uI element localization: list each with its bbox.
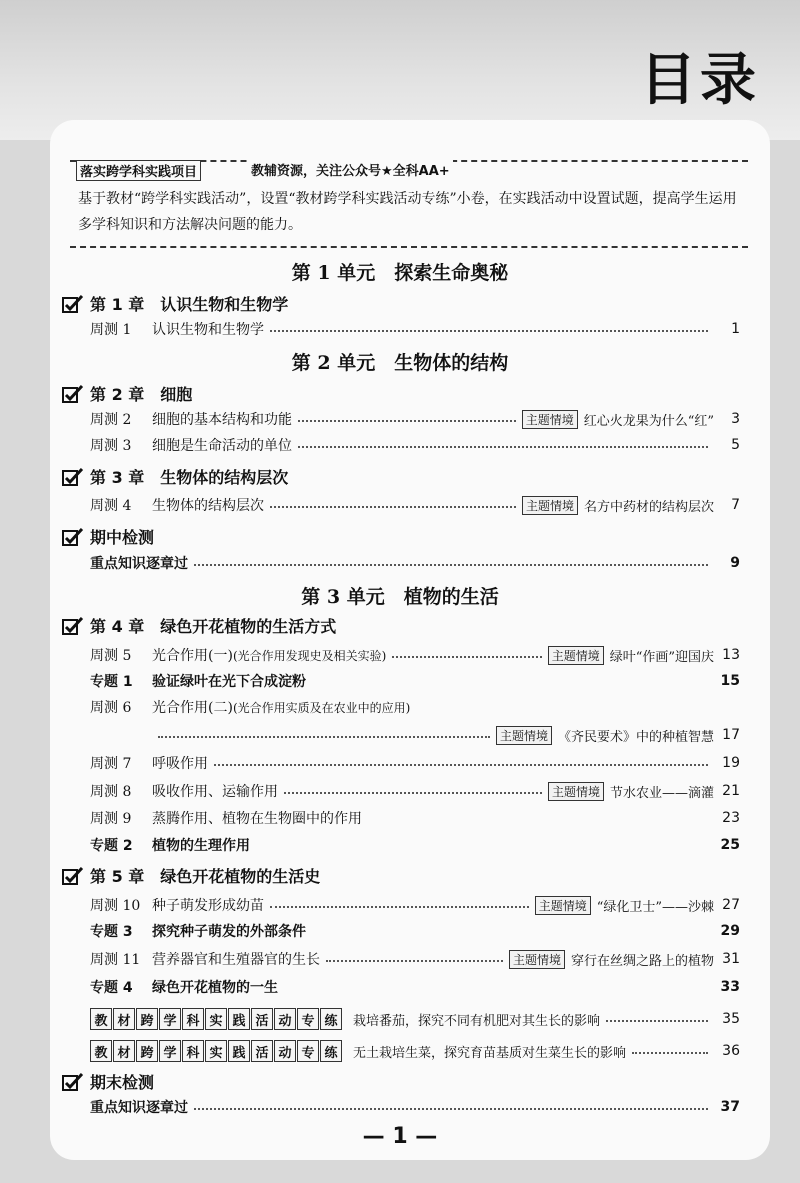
page-number: 1 [731,321,740,337]
toc-entry[interactable] [90,920,740,942]
entry-label: 周测 8 [90,784,132,800]
toc-entry[interactable] [90,780,740,802]
toc-entry[interactable] [90,1040,740,1062]
leader-dots [606,1020,708,1022]
toc-entry[interactable] [90,752,740,774]
leader-dots [368,819,708,821]
leader-dots [214,764,708,766]
entry-label: 周测 5 [90,648,132,664]
leader-dots [312,932,708,934]
page-number: 19 [722,755,740,771]
toc-entry[interactable] [90,834,740,856]
theme-tag: 主题情境 [522,410,578,429]
entry-topic: “绿化卫士”——沙棘 [596,899,714,915]
leader-dots [326,960,503,962]
page-number: 3 [731,411,740,427]
leader-dots [194,1108,708,1110]
entry-title: 种子萌发形成幼苗 [152,898,264,914]
toc-entry[interactable] [90,948,740,970]
toc-entry[interactable] [90,1008,740,1030]
theme-tag: 主题情境 [509,950,565,969]
chapter-label: 第 1 章 认识生物和生物学 [90,295,289,314]
entry-title: 绿色开花植物的一生 [152,980,278,996]
entry-title: 重点知识逐章过 [90,1100,188,1116]
toc-entry[interactable] [90,494,740,516]
toc-entry[interactable] [90,976,740,998]
entry-title: 蒸腾作用、植物在生物圈中的作用 [152,811,362,827]
entry-title: 无土栽培生菜，探究育苗基质对生菜生长的影响 [353,1045,627,1061]
chapter-label: 第 3 章 生物体的结构层次 [90,468,289,487]
leader-dots [270,906,529,908]
entry-label: 周测 2 [90,412,132,428]
page-number: 23 [722,810,740,826]
entry-label: 周测 4 [90,498,132,514]
entry-label: 周测 7 [90,756,132,772]
entry-label: 专题 2 [90,838,133,854]
leader-dots [298,446,708,448]
page-number: 31 [722,951,740,967]
leader-dots [284,988,708,990]
toc-entry[interactable] [90,696,740,718]
checkmark-icon [62,1073,84,1091]
entry-label: 周测 6 [90,700,132,716]
page-number: 21 [722,783,740,799]
entry-subtitle: (光合作用发现史及相关实验) [232,648,387,663]
page-number: 7 [731,497,740,513]
page-number: 35 [722,1011,740,1027]
checkmark-icon [62,867,84,885]
toc-entry[interactable] [90,434,740,456]
entry-subtitle: (光合作用实质及在农业中的应用) [232,700,411,715]
unit-title: 第 2 单元 生物体的结构 [291,352,509,374]
entry-title: 植物的生理作用 [152,838,250,854]
toc-entry[interactable] [90,1096,740,1118]
leader-dots [256,846,708,848]
intro-text: 基于教材“跨学科实践活动”，设置“教材跨学科实践活动专练”小卷，在实践活动中设置试题，提高学生运用多学科知识和方法解决问题的能力。 [78,191,737,233]
chapter-heading[interactable] [62,864,320,887]
toc-entry[interactable] [90,408,740,430]
entry-title: 探究种子萌发的外部条件 [152,924,306,940]
leader-dots [632,1052,708,1054]
leader-dots [158,736,490,738]
page-number: 25 [720,837,740,853]
entry-label: 周测 11 [90,952,141,968]
entry-label: 专题 4 [90,980,133,996]
entry-title: 光合作用(一) [152,648,233,664]
page-number: 17 [722,727,740,743]
leader-dots [298,420,516,422]
entry-topic: 《齐民要术》中的种植智慧 [557,729,714,745]
page-number: 27 [722,897,740,913]
toc-entry[interactable] [90,670,740,692]
entry-topic: 名方中药材的结构层次 [583,499,714,515]
practice-label: 教 材 跨 学 科 实 践 活 动 专 练 [90,1008,343,1030]
entry-title: 认识生物和生物学 [152,322,264,338]
toc-entry[interactable] [90,644,740,666]
intro-note: 教辅资源，关注公众号★全科AA+ [248,160,453,179]
checkmark-icon [62,295,84,313]
entry-label: 周测 10 [90,898,141,914]
chapter-heading[interactable] [62,525,154,548]
theme-tag: 主题情境 [496,726,552,745]
page-number: 13 [722,647,740,663]
page-number: 37 [720,1099,740,1115]
chapter-heading[interactable] [62,292,288,315]
leader-dots [194,564,708,566]
entry-title: 验证绿叶在光下合成淀粉 [152,674,306,690]
entry-title: 细胞的基本结构和功能 [152,412,292,428]
chapter-label: 第 5 章 绿色开花植物的生活史 [90,867,321,886]
page-number: 15 [720,673,740,689]
entry-label: 专题 1 [90,674,133,690]
entry-title: 吸收作用、运输作用 [152,784,278,800]
theme-tag: 主题情境 [535,896,591,915]
chapter-label: 期中检测 [90,528,155,547]
theme-tag: 主题情境 [548,782,604,801]
chapter-heading[interactable] [62,1070,154,1093]
toc-entry[interactable] [90,318,740,340]
unit-title: 第 1 单元 探索生命奥秘 [291,262,509,284]
entry-title: 栽培番茄，探究不同有机肥对其生长的影响 [353,1013,601,1029]
toc-entry[interactable] [90,894,740,916]
chapter-heading[interactable] [62,382,192,405]
page-number: 5 [731,437,740,453]
practice-label: 教 材 跨 学 科 实 践 活 动 专 练 [90,1040,343,1062]
leader-dots [270,330,708,332]
entry-title: 光合作用(二) [152,700,233,716]
chapter-label: 期末检测 [90,1073,155,1092]
leader-dots [312,682,708,684]
checkmark-icon [62,385,84,403]
entry-title: 细胞是生命活动的单位 [152,438,292,454]
checkmark-icon [62,528,84,546]
chapter-heading[interactable] [62,465,288,488]
chapter-heading[interactable] [62,614,336,637]
toc-entry[interactable] [90,724,740,746]
chapter-label: 第 2 章 细胞 [90,385,193,404]
entry-title: 营养器官和生殖器官的生长 [152,952,320,968]
intro-tag: 落实跨学科实践项目 [76,160,201,181]
entry-label: 周测 3 [90,438,132,454]
page-title: 目录 [640,48,760,113]
entry-title: 呼吸作用 [152,756,208,772]
leader-dots [270,506,516,508]
entry-label: 周测 1 [90,322,132,338]
intro-box [70,160,748,248]
entry-label: 周测 9 [90,811,132,827]
page-footer-number: — 1 — [362,1124,438,1149]
checkmark-icon [62,468,84,486]
chapter-label: 第 4 章 绿色开花植物的生活方式 [90,617,337,636]
page-number: 29 [720,923,740,939]
page-number: 9 [730,555,740,571]
entry-title: 生物体的结构层次 [152,498,264,514]
entry-title: 重点知识逐章过 [90,556,188,572]
leader-dots [284,792,542,794]
entry-label: 专题 3 [90,924,133,940]
page-number: 33 [720,979,740,995]
page-number: 36 [722,1043,740,1059]
entry-topic: 绿叶“作画”迎国庆 [609,649,714,665]
theme-tag: 主题情境 [522,496,578,515]
unit-title: 第 3 单元 植物的生活 [301,586,499,608]
toc-entry[interactable] [90,552,740,574]
entry-topic: 红心火龙果为什么“红” [583,413,714,429]
toc-entry[interactable] [90,807,740,829]
entry-topic: 穿行在丝绸之路上的植物 [570,953,714,969]
leader-dots [392,656,541,658]
checkmark-icon [62,617,84,635]
theme-tag: 主题情境 [548,646,604,665]
entry-topic: 节水农业——滴灌 [609,785,714,801]
